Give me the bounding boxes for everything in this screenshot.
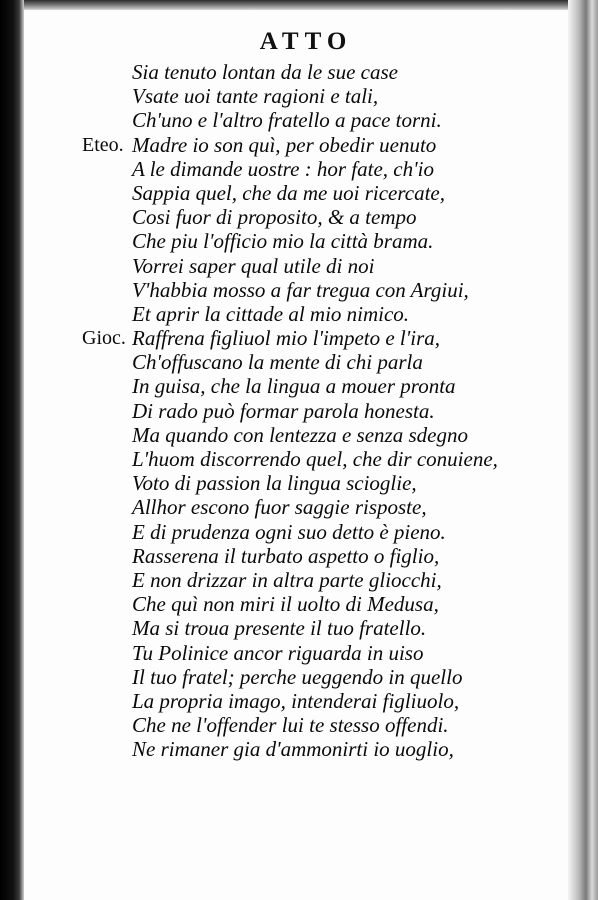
verse-line: [24, 495, 568, 519]
speaker-label: Gioc.: [82, 327, 126, 350]
verse-line: [24, 84, 568, 108]
verse-text: Allhor escono fuor saggie risposte,: [132, 495, 427, 520]
verse-text: Madre io son quì, per obedir uenuto: [132, 132, 437, 157]
verse-line: [24, 229, 568, 253]
verse-text: Che piu l'officio mio la città brama.: [132, 229, 434, 254]
verse-line: [24, 254, 568, 278]
verse-text: Ma quando con lentezza e senza sdegno: [132, 422, 468, 447]
verse-line: [24, 181, 568, 205]
verse-text: L'huom discorrendo quel, che dir conuiene,: [132, 447, 498, 471]
verse-text: Raffrena figliuol mio l'impeto e l'ira,: [132, 326, 441, 351]
verse-text: Ch'uno e l'altro fratello a pace torni.: [132, 108, 442, 133]
verse-line: [24, 592, 568, 616]
verse-text: V'habbia mosso a far tregua con Argiui,: [132, 277, 469, 302]
verse-text: Ma si troua presente il tuo fratello.: [132, 616, 427, 641]
verse-lines: [24, 60, 568, 761]
verse-line: [24, 616, 568, 640]
binding-shadow-left: [0, 0, 24, 900]
verse-text: Ch'offuscano la mente di chi parla: [132, 350, 423, 375]
verse-text: Che ne l'offender lui te stesso offendi.: [132, 713, 449, 738]
verse-line: [24, 108, 568, 132]
verse-line: [24, 544, 568, 568]
verse-text: Il tuo fratel; perche ueggendo in quello: [132, 664, 463, 689]
verse-line: [24, 60, 568, 84]
verse-text: Sia tenuto lontan da le sue case: [132, 60, 398, 84]
verse-text: La propria imago, intenderai figliuolo,: [132, 688, 460, 713]
verse-line: [24, 713, 568, 737]
verse-line: [24, 641, 568, 665]
verse-line: [24, 302, 568, 326]
verse-text: E non drizzar in altra parte gliocchi,: [132, 567, 442, 592]
verse-line: [24, 133, 568, 157]
verse-text: A le dimande uostre : hor fate, ch'io: [132, 156, 434, 181]
verse-line: [24, 520, 568, 544]
verse-text: Rasserena il turbato aspetto o figlio,: [132, 543, 440, 568]
verse-text: Voto di passion la lingua scioglie,: [132, 471, 417, 496]
page-header: ATTO: [259, 28, 353, 55]
verse-line: [24, 689, 568, 713]
verse-line: [24, 278, 568, 302]
verse-text: Et aprir la cittade al mio nimico.: [132, 301, 410, 326]
verse-text: Vorrei saper qual utile di noi: [132, 253, 375, 278]
verse-line: [24, 374, 568, 398]
verse-text: In guisa, che la lingua a mouer pronta: [132, 374, 456, 399]
verse-text: Vsate uoi tante ragioni e tali,: [132, 84, 379, 109]
page-edge-right: [568, 0, 598, 900]
verse-line: [24, 350, 568, 374]
verse-text: Cosi fuor di proposito, & a tempo: [132, 205, 417, 230]
verse-line: [24, 568, 568, 592]
verse-line: [24, 665, 568, 689]
verse-text: Tu Polinice ancor riguarda in uiso: [132, 640, 424, 665]
verse-line: [24, 205, 568, 229]
verse-text: Di rado può formar parola honesta.: [132, 398, 435, 423]
verse-text: Sappia quel, che da me uoi ricercate,: [132, 180, 445, 205]
verse-line: [24, 326, 568, 350]
verse-line: [24, 423, 568, 447]
book-page: [24, 10, 568, 900]
verse-text: Che quì non miri il uolto di Medusa,: [132, 592, 439, 617]
verse-line: [24, 471, 568, 495]
verse-text: E di prudenza ogni suo detto è pieno.: [132, 519, 446, 544]
verse-line: [24, 399, 568, 423]
verse-text: Ne rimaner gia d'ammonirti io uoglio,: [132, 737, 454, 762]
speaker-label: Eteo.: [82, 133, 124, 156]
verse-line: [24, 157, 568, 181]
verse-line: [24, 737, 568, 761]
verse-line: [24, 447, 568, 471]
